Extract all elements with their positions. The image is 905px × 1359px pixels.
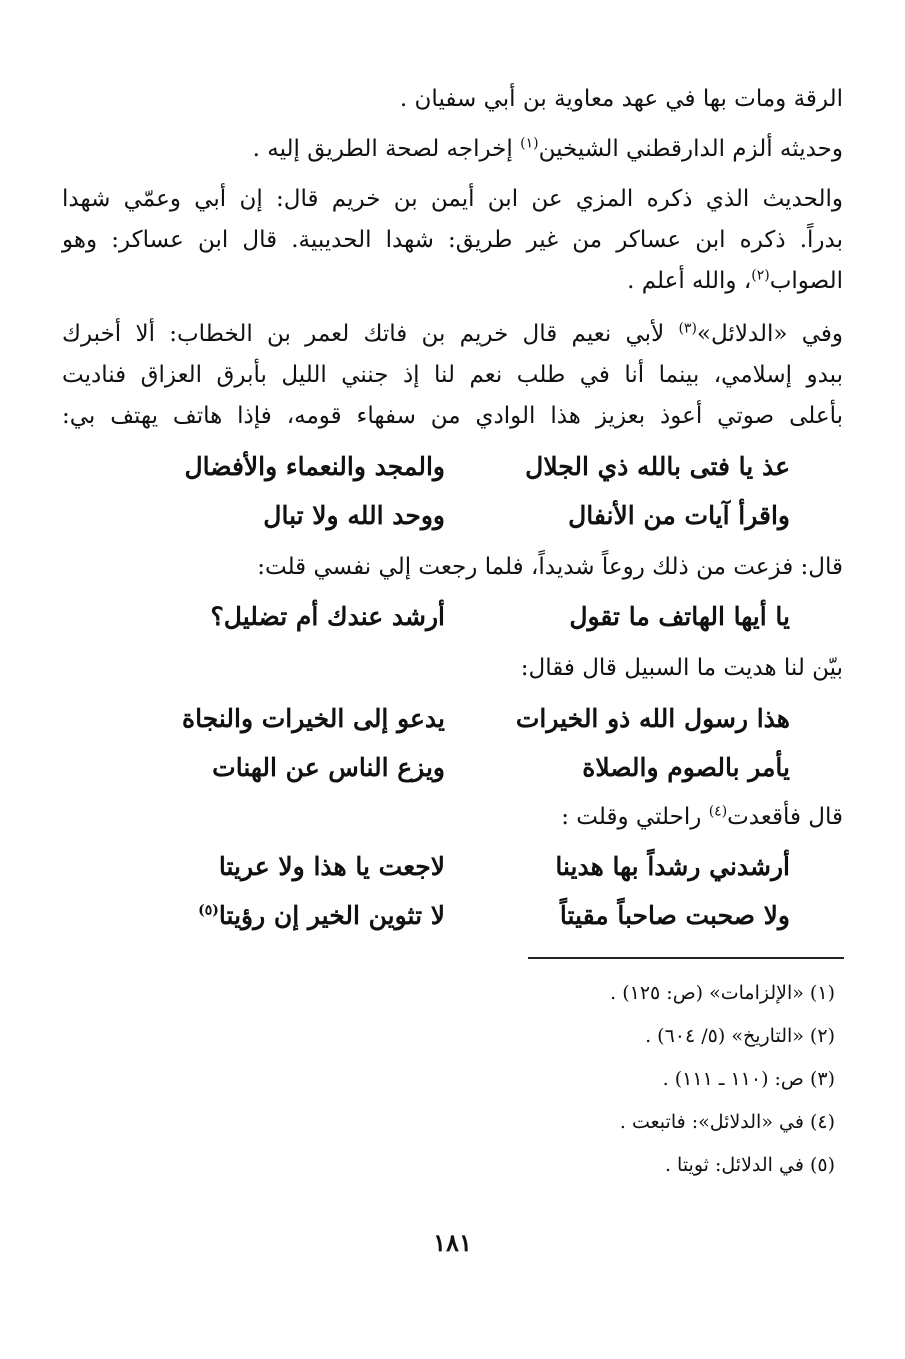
verse-hemistich: ولا صحبت صاحباً مقيتاً (559, 901, 790, 930)
footnote-ref[interactable]: (٢) (751, 267, 770, 284)
footnote: (٢) «التاريخ» (٥/ ٦٠٤) . (645, 1025, 835, 1047)
footnote-ref[interactable]: (٥) (198, 902, 219, 919)
paragraph-line: بدراً. ذكره ابن عساكر من غير طريق: شهدا الحديبية. قال ابن عساكر: وهو (62, 227, 843, 253)
paragraph-line: وفي «الدلائل»$^{(٣)}$ لأبي نعيم قال خريم بن فاتك لعمر بن الخطاب: ألا أخبرك (62, 320, 843, 347)
footnote-ref[interactable]: (٤) (708, 803, 728, 820)
verse-hemistich: ويزع الناس عن الهنات (212, 753, 445, 782)
footnote-ref[interactable]: (١) (520, 135, 539, 152)
footnote: (٥) في الدلائل: ثويتا . (664, 1154, 835, 1176)
paragraph-line: وحديثه ألزم الدارقطني الشيخين$^{(١)}$ إخراجه لصحة الطريق إليه . (252, 135, 843, 162)
paragraph-line: الرقة ومات بها في عهد معاوية بن أبي سفيان . (399, 86, 843, 112)
footnote-separator (528, 957, 844, 959)
verse-hemistich: لاجعت يا هذا ولا عريتا (218, 852, 445, 881)
verse-hemistich: يدعو إلى الخيرات والنجاة (182, 704, 445, 733)
footnote: (١) «الإلزامات» (ص: ١٢٥) . (610, 982, 835, 1004)
paragraph-line: قال: فزعت من ذلك روعاً شديداً، فلما رجعت إلي نفسي قلت: (257, 554, 843, 580)
paragraph-line: بيّن لنا هديت ما السبيل قال فقال: (520, 655, 843, 681)
page-number: ١٨١ (433, 1228, 472, 1257)
paragraph-line: الصواب$^{(٢)}$، والله أعلم . (627, 267, 843, 294)
footnote-ref[interactable]: (٣) (678, 320, 697, 337)
verse-hemistich: لا تثوين الخير إن رؤيتا$^{(٥)}$ (198, 901, 445, 930)
paragraph-line: ببدو إسلامي، بينما أنا في طلب نعم لنا إذ جنني الليل بأبرق العزاق فناديت (62, 362, 843, 388)
footnote: (٣) ص: (١١٠ ـ ١١١) . (662, 1068, 835, 1090)
paragraph-line: والحديث الذي ذكره المزي عن ابن أيمن بن خريم قال: إن أبي وعمّي شهدا (62, 186, 843, 212)
verse-hemistich: هذا رسول الله ذو الخيرات (515, 704, 790, 733)
verse-hemistich: والمجد والنعماء والأفضال (184, 452, 445, 481)
verse-hemistich: أرشدني رشداً بها هدينا (555, 852, 790, 881)
verse-hemistich: يأمر بالصوم والصلاة (582, 753, 790, 782)
verse-hemistich: يا أيها الهاتف ما تقول (569, 602, 790, 631)
verse-hemistich: واقرأ آيات من الأنفال (568, 501, 790, 530)
paragraph-line: بأعلى صوتي أعوذ بعزيز هذا الوادي من سفهاء قومه، فإذا هاتف يهتف بي: (62, 403, 843, 429)
footnote: (٤) في «الدلائل»: فاتبعت . (619, 1111, 835, 1133)
verse-hemistich: أرشد عندك أم تضليل؟ (210, 602, 445, 631)
verse-hemistich: عذ يا فتى بالله ذي الجلال (525, 452, 790, 481)
paragraph-line: قال فأقعدت$^{(٤)}$ راحلتي وقلت : (561, 803, 843, 830)
verse-hemistich: ووحد الله ولا تبال (263, 501, 445, 530)
